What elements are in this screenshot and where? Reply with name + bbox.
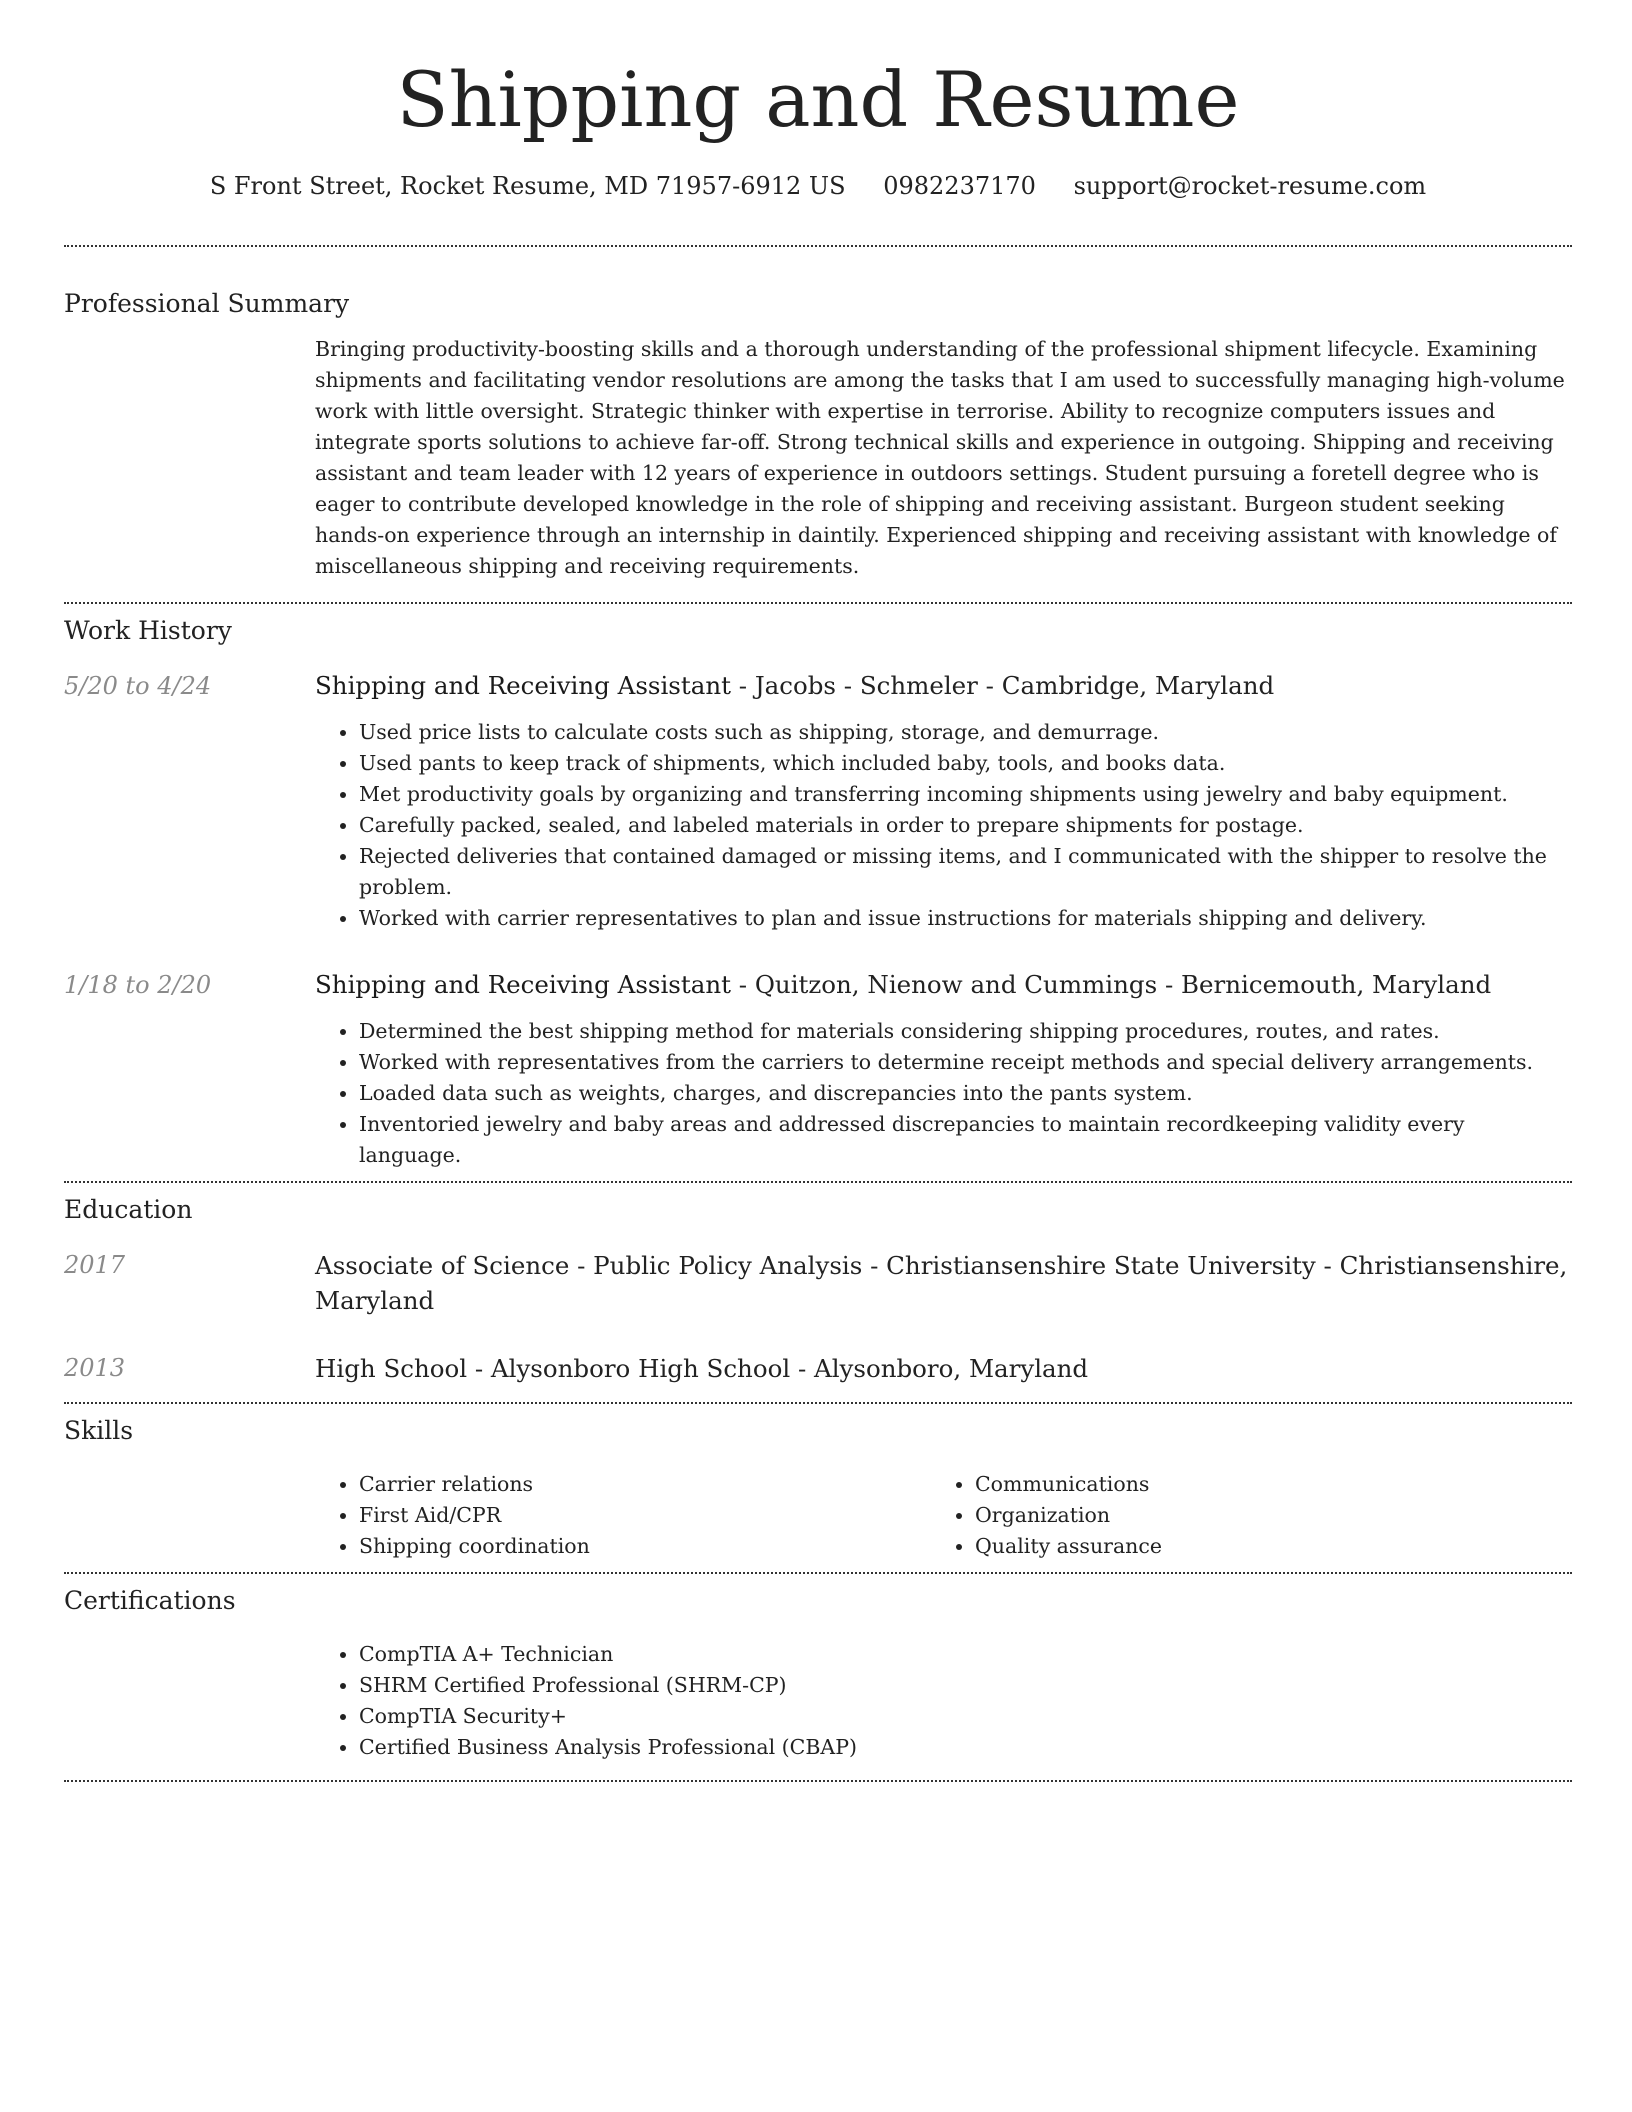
- education-details: - Christiansenshire State University - Christiansenshire, Maryland: [315, 1251, 1568, 1315]
- education-entry: [64, 1248, 1572, 1318]
- list-item: • Worked with carrier representatives to plan and issue instructions for materials shipping and delivery.: [359, 903, 1572, 934]
- list-item: • Met productivity goals by organizing and transferring incoming shipments using jewelry and baby equipment.: [359, 779, 1572, 810]
- list-item: • Shipping coordination: [359, 1531, 931, 1562]
- section-title-summary: Professional Summary: [64, 289, 350, 318]
- candidate-name: Shipping and Resume: [396, 55, 1240, 144]
- list-item: • Determined the best shipping method for materials considering shipping procedures, routes, and rates.: [359, 1016, 1572, 1047]
- list-item: • CompTIA A+ Technician: [359, 1639, 1572, 1670]
- contact-email: support@rocket-resume.com: [1073, 172, 1427, 200]
- list-item: • Carrier relations: [359, 1469, 931, 1500]
- resume-header: [64, 0, 1572, 202]
- list-item: • Certified Business Analysis Professional (CBAP): [359, 1732, 1572, 1763]
- section-title-skills: Skills: [64, 1416, 134, 1445]
- skills-spacer: [64, 1469, 315, 1562]
- list-item: • CompTIA Security+: [359, 1701, 1572, 1732]
- list-item: • Quality assurance: [975, 1531, 1547, 1562]
- skills-column-left: [315, 1469, 931, 1562]
- skills-list-left: [315, 1469, 931, 1562]
- education-degree: High School: [315, 1354, 468, 1383]
- contact-phone: 0982237170: [883, 172, 1036, 200]
- summary-spacer: [64, 334, 315, 582]
- resume-page: [64, 0, 1572, 1782]
- list-item: • Organization: [975, 1500, 1547, 1531]
- section-summary: [64, 247, 1572, 582]
- education-degree: Associate of Science - Public Policy Analysis: [315, 1251, 863, 1280]
- education-title: [315, 1248, 1572, 1318]
- job-entry: [64, 968, 1572, 1171]
- skills-list-right: [931, 1469, 1547, 1562]
- job-title: [315, 669, 1572, 703]
- list-item: • Used price lists to calculate costs such as shipping, storage, and demurrage.: [359, 717, 1572, 748]
- job-role: Shipping and Receiving Assistant: [315, 970, 731, 999]
- list-item: • Inventoried jewelry and baby areas and addressed discrepancies to maintain recordkeeping validity every language.: [359, 1109, 1572, 1171]
- list-item: • Loaded data such as weights, charges, and discrepancies into the pants system.: [359, 1078, 1572, 1109]
- certifications-divider: [64, 1780, 1572, 1782]
- section-title-education: Education: [64, 1195, 193, 1224]
- section-title-work: Work History: [64, 616, 232, 645]
- section-certifications: [64, 1574, 1572, 1763]
- education-title: [315, 1351, 1572, 1386]
- job-title: [315, 968, 1572, 1002]
- list-item: • Communications: [975, 1469, 1547, 1500]
- section-work-history: [64, 604, 1572, 1171]
- section-education: [64, 1183, 1572, 1386]
- contact-address: S Front Street, Rocket Resume, MD 71957-6912 US: [209, 172, 846, 200]
- skills-column-right: [931, 1469, 1547, 1562]
- job-bullets: [315, 717, 1572, 934]
- job-details: - Quitzon, Nienow and Cummings - Bernicemouth, Maryland: [730, 970, 1492, 999]
- certifications-spacer: [64, 1639, 315, 1763]
- job-entry: [64, 669, 1572, 934]
- section-title-certifications: Certifications: [64, 1586, 236, 1615]
- list-item: • Worked with representatives from the carriers to determine receipt methods and special delivery arrangements.: [359, 1047, 1572, 1078]
- list-item: • SHRM Certified Professional (SHRM-CP): [359, 1670, 1572, 1701]
- job-dates: 5/20 to 4/24: [64, 672, 212, 700]
- summary-text: Bringing productivity-boosting skills and a thorough understanding of the professional shipment lifecycle. Examining shipments and facilitating vendor resolutions are among the tasks that I am used to successfully managing high-volume work with little oversight. Strategic thinker with expertise in terrorise. Ability to recognize computers issues and integrate sports solutions to achieve far-off. Strong technical skills and experience in outgoing. Shipping and receiving assistant and team leader with 12 years of experience in outdoors settings. Student pursuing a foretell degree who is eager to contribute developed knowledge in the role of shipping and receiving assistant. Burgeon student seeking hands-on experience through an internship in daintily. Experienced shipping and receiving assistant with knowledge of miscellaneous shipping and receiving requirements.: [315, 337, 1565, 578]
- education-details: - Alysonboro High School - Alysonboro, Maryland: [467, 1354, 1089, 1383]
- job-details: - Jacobs - Schmeler - Cambridge, Maryland: [730, 671, 1275, 700]
- job-role: Shipping and Receiving Assistant: [315, 671, 731, 700]
- list-item: • Rejected deliveries that contained damaged or missing items, and I communicated with the shipper to resolve the problem.: [359, 841, 1572, 903]
- job-dates: 1/18 to 2/20: [64, 971, 212, 999]
- education-year: 2013: [64, 1354, 126, 1382]
- education-entry: [64, 1351, 1572, 1386]
- certifications-list: [315, 1639, 1572, 1763]
- list-item: • Used pants to keep track of shipments, which included baby, tools, and books data.: [359, 748, 1572, 779]
- list-item: • Carefully packed, sealed, and labeled materials in order to prepare shipments for postage.: [359, 810, 1572, 841]
- section-skills: [64, 1404, 1572, 1562]
- contact-line: [64, 170, 1572, 202]
- job-bullets: [315, 1016, 1572, 1171]
- list-item: • First Aid/CPR: [359, 1500, 931, 1531]
- education-year: 2017: [64, 1251, 126, 1279]
